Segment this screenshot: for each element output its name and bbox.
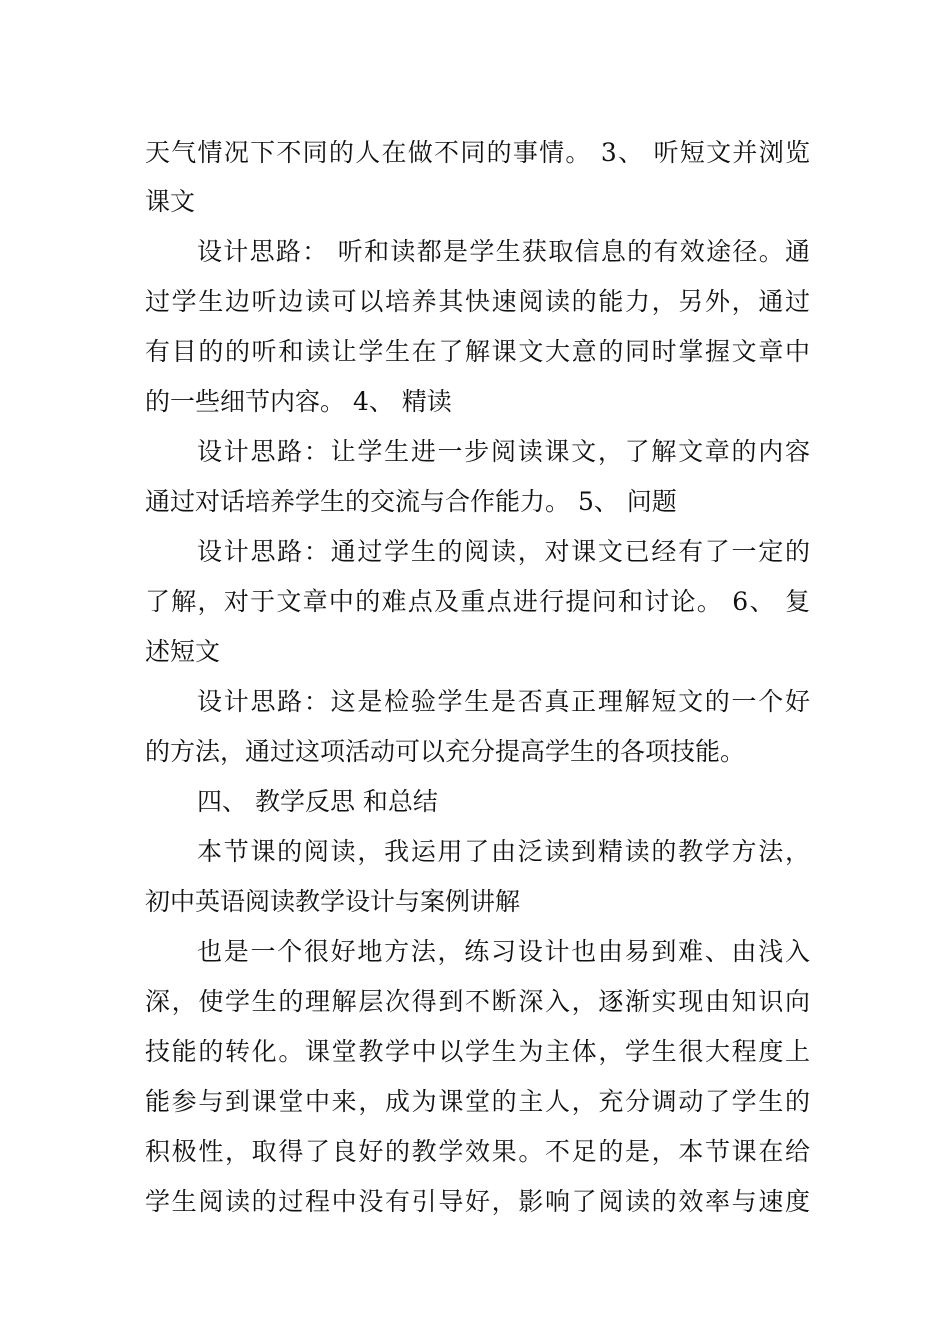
text-line: 课文 xyxy=(145,187,196,216)
text-line: 学生阅读的过程中没有引导好，影响了阅读的效率与速度 xyxy=(145,1187,810,1216)
text-line: 初中英语阅读教学设计与案例讲解 xyxy=(145,887,521,916)
text-line: 天气情况下不同的人在做不同的事情。 3、 听短文并浏览 xyxy=(145,138,810,167)
text-line: 过学生边听边读可以培养其快速阅读的能力，另外，通过 xyxy=(145,287,810,316)
text-line: 本节课的阅读，我运用了由泛读到精读的教学方法， xyxy=(197,837,810,866)
text-line: 通过对话培养学生的交流与合作能力。 5、 问题 xyxy=(145,487,677,516)
text-line: 有目的的听和读让学生在了解课文大意的同时掌握文章中 xyxy=(145,337,810,366)
text-line: 能参与到课堂中来，成为课堂的主人，充分调动了学生的 xyxy=(145,1087,810,1116)
text-line: 设计思路：这是检验学生是否真正理解短文的一个好 xyxy=(197,687,810,716)
text-line: 技能的转化。课堂教学中以学生为主体，学生很大程度上 xyxy=(145,1037,810,1066)
text-line: 设计思路：通过学生的阅读，对课文已经有了一定的 xyxy=(197,537,810,566)
text-line: 了解，对于文章中的难点及重点进行提问和讨论。 6、 复 xyxy=(145,587,810,616)
text-line: 设计思路：让学生进一步阅读课文，了解文章的内容 xyxy=(197,437,810,466)
text-line: 积极性，取得了良好的教学效果。不足的是，本节课在给 xyxy=(145,1137,810,1166)
text-line: 也是一个很好地方法，练习设计也由易到难、由浅入 xyxy=(197,937,810,966)
text-line: 深，使学生的理解层次得到不断深入，逐渐实现由知识向 xyxy=(145,987,810,1016)
text-line: 的一些细节内容。 4、 精读 xyxy=(145,387,452,416)
text-line: 的方法，通过这项活动可以充分提高学生的各项技能。 xyxy=(145,737,746,766)
text-line: 设计思路： 听和读都是学生获取信息的有效途径。通 xyxy=(197,237,810,266)
text-line: 述短文 xyxy=(145,637,221,666)
section-heading: 四、 教学反思 和总结 xyxy=(197,787,438,816)
